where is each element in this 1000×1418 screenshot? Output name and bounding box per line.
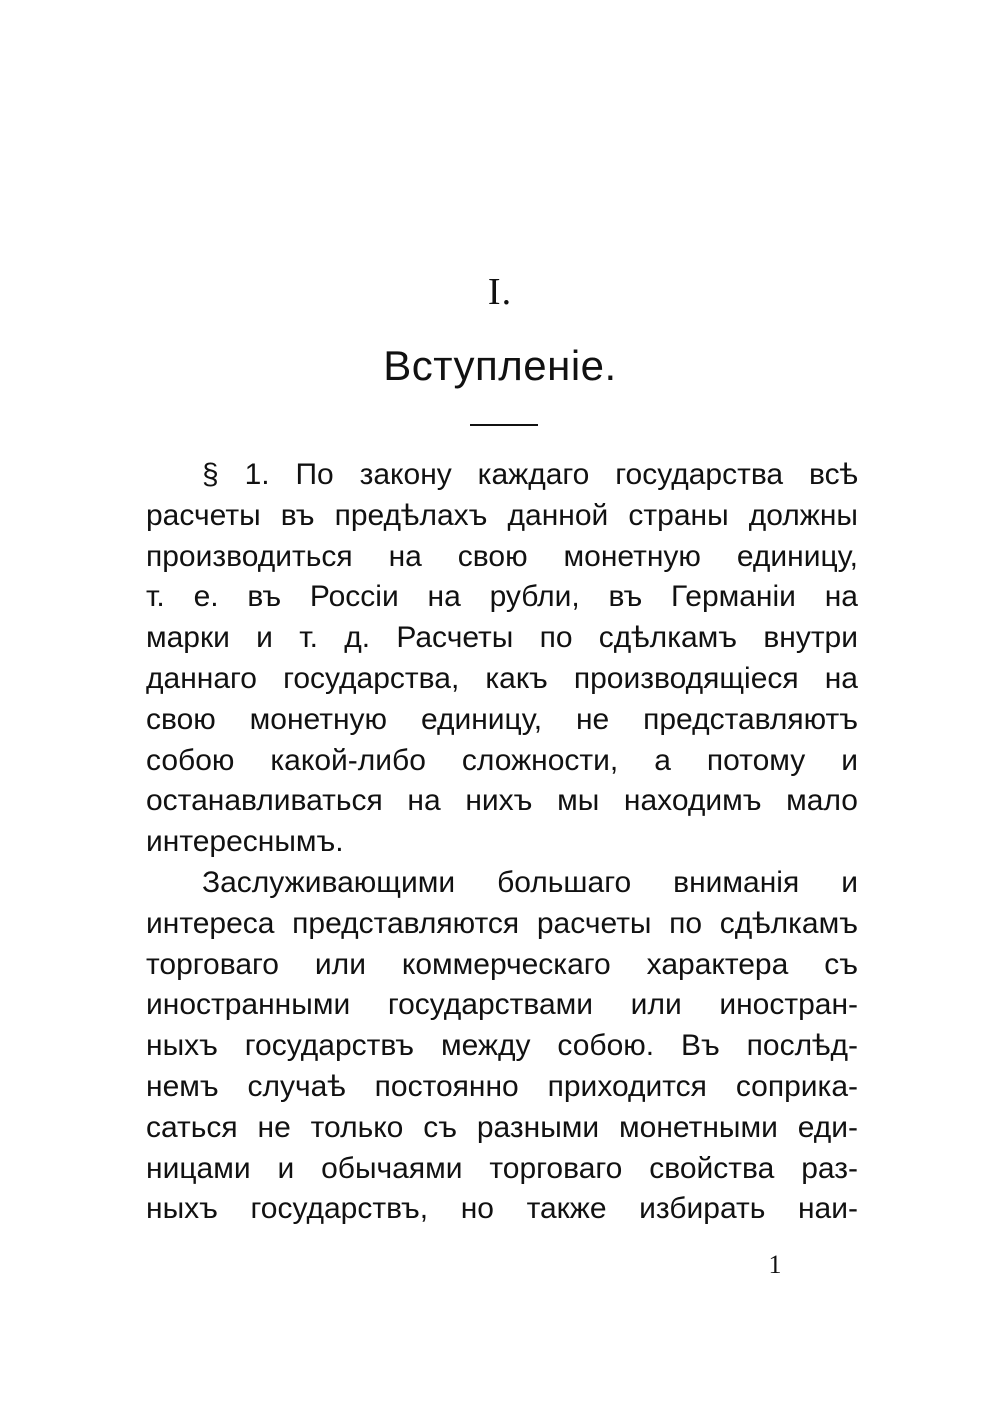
text-line: ницами и обычаями торговаго свойства раз- bbox=[146, 1151, 858, 1185]
chapter-number: I. bbox=[487, 271, 513, 313]
text-line: интереса представляются расчеты по сдѣлкамъ bbox=[146, 906, 858, 940]
text-line: интереснымъ. bbox=[146, 825, 344, 859]
text-line: свою монетную единицу, не представляютъ bbox=[146, 702, 858, 736]
page-number: 1 bbox=[768, 1250, 782, 1279]
text-line: т. е. въ Россіи на рубли, въ Германіи на bbox=[146, 580, 858, 614]
text-line: немъ случаѣ постоянно приходится соприка- bbox=[146, 1069, 858, 1103]
text-line: останавливаться на нихъ мы находимъ мало bbox=[146, 784, 858, 818]
text-line: расчеты въ предѣлахъ данной страны должны bbox=[146, 498, 858, 532]
text-line: торговаго или коммерческаго характера съ bbox=[146, 947, 858, 981]
text-line: иностранными государствами или иностран- bbox=[146, 988, 858, 1022]
text-line: производиться на свою монетную единицу, bbox=[146, 539, 858, 573]
text-line: собою какой-либо сложности, а потому и bbox=[146, 743, 858, 777]
text-line: марки и т. д. Расчеты по сдѣлкамъ внутри bbox=[146, 621, 858, 655]
text-line: саться не только съ разными монетными еди- bbox=[146, 1110, 858, 1144]
text-line: ныхъ государствъ между собою. Въ послѣд- bbox=[146, 1029, 858, 1063]
chapter-title: Вступленіе. bbox=[383, 342, 617, 389]
text-line: § 1. По закону каждаго государства всѣ bbox=[202, 458, 858, 491]
text-line: даннаго государства, какъ производящіеся на bbox=[146, 661, 858, 695]
title-divider bbox=[470, 424, 538, 426]
text-line: ныхъ государствъ, но также избирать наи- bbox=[146, 1192, 858, 1226]
paragraph bbox=[146, 863, 858, 1230]
paragraph bbox=[146, 455, 858, 863]
body-text bbox=[146, 455, 858, 1230]
text-line: Заслуживающими большаго вниманія и bbox=[202, 865, 858, 899]
